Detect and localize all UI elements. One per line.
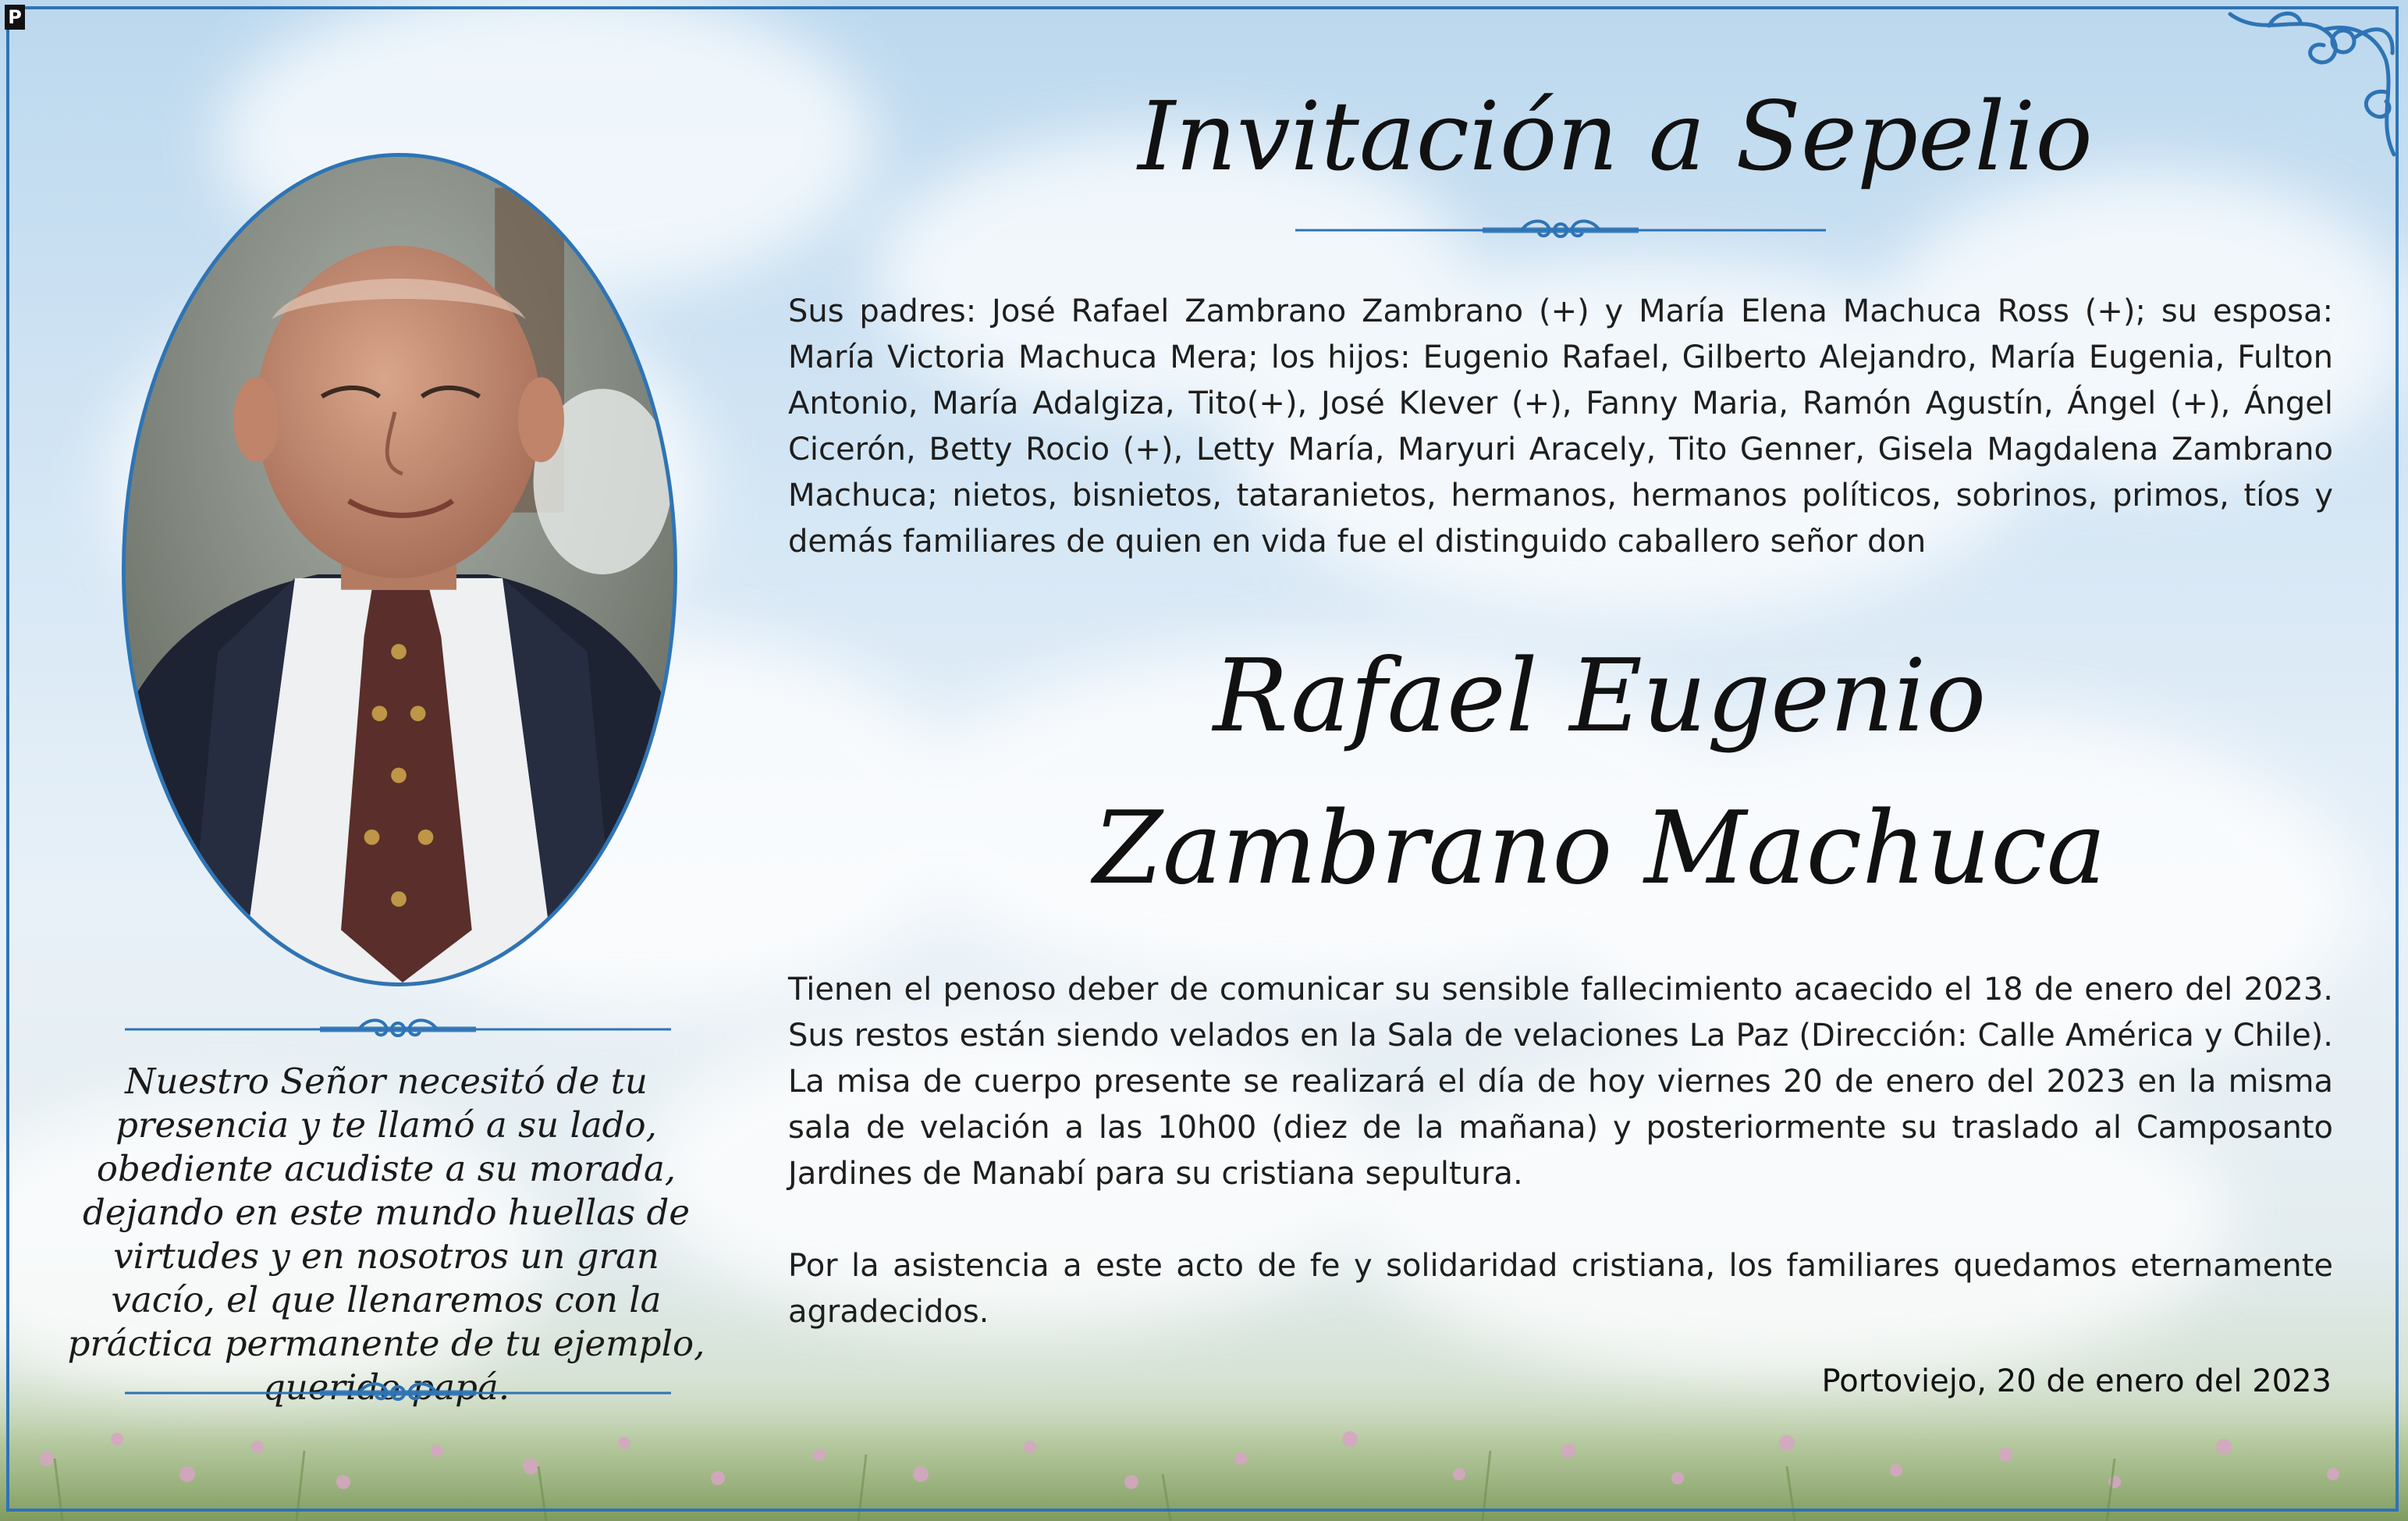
deceased-portrait-photo bbox=[122, 153, 677, 986]
publisher-logo: P bbox=[5, 5, 25, 30]
ornamental-divider bbox=[125, 1380, 671, 1406]
deceased-name bbox=[936, 620, 2263, 925]
ornamental-divider bbox=[125, 1016, 671, 1043]
deceased-name-line1: Rafael Eugenio bbox=[1213, 638, 1987, 755]
announcement-paragraph: Tienen el penoso deber de comunicar su sensible fallecimiento acaecido el 18 de enero del 2023. Sus restos están siendo velados en la Sala de velaciones La Paz (Dirección: Calle América y Chile). La misa de cuerpo presente se realizará el día de hoy viernes 20 de enero del 2023 en la misma sala de velación a las 10h00 (diez de la mañana) y posteriormente su traslado al Camposanto Jardines de Manabí para su cristiana sepultura. bbox=[788, 972, 2333, 1192]
deceased-name-line2: Zambrano Machuca bbox=[1092, 791, 2107, 907]
invitation-title: Invitación a Sepelio bbox=[1138, 81, 2093, 192]
place-and-date: Portoviejo, 20 de enero del 2023 bbox=[1821, 1363, 2332, 1399]
gratitude-paragraph: Por la asistencia a este acto de fe y solidaridad cristiana, los familiares quedamos eternamente agradecidos. bbox=[788, 1248, 2333, 1330]
family-intro-paragraph: Sus padres: José Rafael Zambrano Zambrano (+) y María Elena Machuca Ross (+); su esposa: María Victoria Machuca Mera; los hijos: Eugenio Rafael, Gilberto Alejandro, María Eugenia, Fulton Antonio, María Adalgiza, Tito(+), José Klever (+), Fanny Maria, Ramón Agustín, Ángel (+), Ángel Cicerón, Betty Rocio (+), Letty María, Maryuri Aracely, Tito Genner, Gisela Magdalena Zambrano Machuca; nietos, bisnietos, tataranietos, hermanos, hermanos políticos, sobrinos, primos, tíos y demás familiares de quien en vida fue el distinguido caballero señor don bbox=[788, 293, 2333, 560]
memorial-quote: Nuestro Señor necesitó de tu presencia y te llamó a su lado, obediente acudiste a su morada, dejando en este mundo huellas de virtudes y en nosotros un gran vacío, el que llenaremos con la práctica permanente de tu ejemplo, querido papá. bbox=[67, 1061, 705, 1408]
corner-flourish-ornament bbox=[2199, 6, 2402, 170]
title-ornamental-divider bbox=[1295, 217, 1826, 243]
